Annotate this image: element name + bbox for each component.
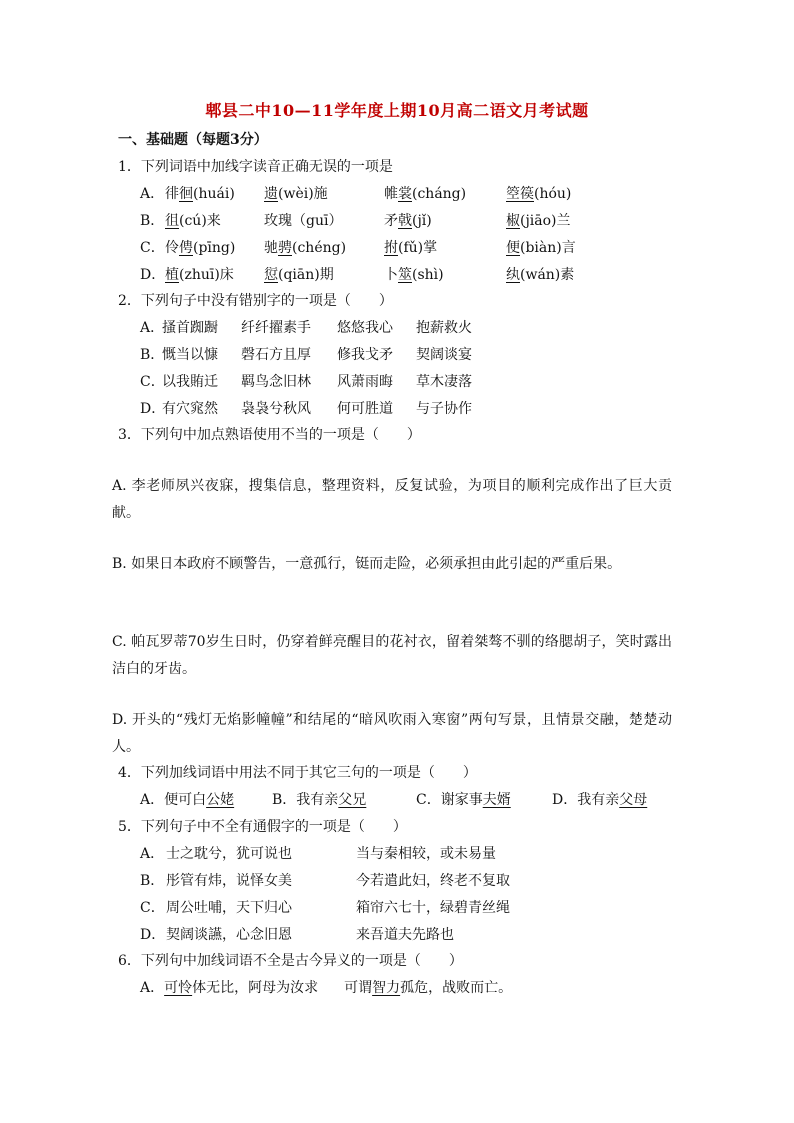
phrase-item: 风萧雨晦 bbox=[337, 374, 393, 390]
item-text: 玫瑰 bbox=[264, 213, 292, 229]
pinyin-text: (zhuī)床 bbox=[179, 267, 234, 283]
option-text: 便可白 bbox=[164, 792, 207, 808]
pinyin-text: (huái) bbox=[193, 186, 235, 202]
phrase-item: 搔首踟蹰 bbox=[162, 320, 218, 336]
sentence-b: 当与秦相较，或未易量 bbox=[356, 846, 496, 862]
pinyin-text: (pīng) bbox=[193, 240, 236, 256]
pinyin-item bbox=[506, 184, 571, 204]
question-4-stem: 4．下列加线词语中用法不同于其它三句的一项是（ ） bbox=[118, 765, 477, 781]
item-text: 矛 bbox=[384, 213, 398, 229]
question-6-option-a bbox=[140, 978, 512, 998]
phrase-item: 契阔谈宴 bbox=[416, 347, 472, 363]
underlined-char: 植 bbox=[165, 267, 179, 283]
underlined-char: 箜篌 bbox=[506, 186, 534, 202]
option-label: B． bbox=[140, 213, 165, 229]
option-label: A． bbox=[140, 792, 165, 808]
pinyin-item bbox=[165, 211, 221, 231]
pinyin-item bbox=[264, 211, 342, 231]
pinyin-item bbox=[264, 184, 328, 204]
option-label: A． bbox=[140, 186, 165, 202]
pinyin-text: (hóu) bbox=[534, 186, 572, 202]
option-text: 谢家事 bbox=[440, 792, 483, 808]
option-label: D． bbox=[140, 267, 166, 283]
phrase-item: 悠悠我心 bbox=[337, 320, 393, 336]
phrase-item: 修我戈矛 bbox=[337, 347, 393, 363]
pinyin-item bbox=[165, 238, 235, 258]
item-text: 驰 bbox=[264, 240, 278, 256]
phrase-item: 羁鸟念旧林 bbox=[241, 374, 311, 390]
pinyin-text: (wèi)施 bbox=[278, 186, 328, 202]
underlined-char: 椒 bbox=[506, 213, 520, 229]
underlined-word: 父母 bbox=[619, 792, 648, 808]
option-text: 我有亲 bbox=[296, 792, 339, 808]
option-label: A． bbox=[140, 320, 165, 336]
pinyin-text: (cú)来 bbox=[179, 213, 221, 229]
underlined-char: 筮 bbox=[398, 267, 412, 283]
underlined-char: 徊 bbox=[179, 186, 193, 202]
section-heading: 一、基础题（每题3分） bbox=[118, 132, 268, 148]
question-6-stem: 6．下列句中加线词语不全是古今异义的一项是（ ） bbox=[118, 953, 463, 969]
pinyin-item bbox=[384, 265, 444, 285]
option-label: B． bbox=[272, 792, 297, 808]
phrase-item: 草木凄落 bbox=[416, 374, 472, 390]
underlined-char: 拊 bbox=[384, 240, 398, 256]
phrase-item: 有穴窕然 bbox=[162, 401, 218, 417]
underlined-char: 戟 bbox=[398, 213, 412, 229]
sentence-b: 箱帘六七十，绿碧青丝绳 bbox=[356, 900, 510, 916]
option-label: A． bbox=[140, 980, 165, 996]
underlined-char: 俜 bbox=[179, 240, 193, 256]
underlined-char: 遗 bbox=[264, 186, 278, 202]
sentence-a: 士之耽兮，犹可说也 bbox=[166, 846, 292, 862]
option-text: 体无比，阿母为汝求 bbox=[192, 980, 319, 996]
underlined-word: 父兄 bbox=[338, 792, 367, 808]
question-3-option-d: D. 开头的“残灯无焰影幢幢”和结尾的“暗风吹雨入寒窗”两句写景，且情景交融，楚楚动人。 bbox=[112, 712, 672, 755]
option-item bbox=[140, 790, 234, 810]
question-1-stem: 1．下列词语中加线字读音正确无误的一项是 bbox=[118, 159, 393, 175]
item-text: 帷 bbox=[384, 186, 398, 202]
pinyin-text: (cháng) bbox=[412, 186, 467, 202]
pinyin-item bbox=[165, 265, 234, 285]
pinyin-text: (biàn)言 bbox=[520, 240, 576, 256]
option-item bbox=[416, 790, 511, 810]
underlined-char: 愆 bbox=[264, 267, 278, 283]
underlined-char: 骋 bbox=[278, 240, 292, 256]
question-3-option-c: C. 帕瓦罗蒂70岁生日时，仍穿着鲜亮醒目的花衬衣，留着桀骜不驯的络腮胡子，笑时露出洁白的牙齿。 bbox=[112, 634, 672, 677]
option-label: D． bbox=[140, 401, 166, 417]
pinyin-item bbox=[165, 184, 235, 204]
pinyin-item bbox=[506, 265, 574, 285]
option-label: D． bbox=[140, 927, 166, 943]
pinyin-item bbox=[384, 211, 432, 231]
item-text: 徘 bbox=[165, 186, 179, 202]
pinyin-item bbox=[264, 265, 334, 285]
underlined-word: 可怜 bbox=[164, 980, 193, 996]
exam-title: 郫县二中10—11学年度上期10月高二语文月考试题 bbox=[205, 101, 589, 120]
pinyin-text: (jǐ) bbox=[412, 213, 432, 229]
sentence-a: 契阔谈讌，心念旧恩 bbox=[166, 927, 292, 943]
question-3-stem: 3．下列句中加点熟语使用不当的一项是（ ） bbox=[118, 427, 421, 443]
option-item bbox=[272, 790, 366, 810]
sentence-a: 周公吐哺，天下归心 bbox=[166, 900, 292, 916]
question-3-option-b: B. 如果日本政府不顾警告，一意孤行，铤而走险，必须承担由此引起的严重后果。 bbox=[112, 556, 622, 572]
option-text: 我有亲 bbox=[577, 792, 620, 808]
pinyin-text: (chéng) bbox=[292, 240, 347, 256]
underlined-char: 徂 bbox=[165, 213, 179, 229]
option-label: D． bbox=[552, 792, 578, 808]
pinyin-item bbox=[506, 211, 571, 231]
pinyin-item bbox=[506, 238, 576, 258]
pinyin-text: (wán)素 bbox=[520, 267, 575, 283]
phrase-item: 慨当以慷 bbox=[162, 347, 218, 363]
phrase-item: 以我賄迁 bbox=[162, 374, 218, 390]
phrase-item: 与子协作 bbox=[416, 401, 472, 417]
pinyin-item bbox=[264, 238, 346, 258]
underlined-char: 便 bbox=[506, 240, 520, 256]
option-text: 可谓 bbox=[344, 980, 373, 996]
sentence-a: 彤管有炜，说怿女美 bbox=[166, 873, 292, 889]
underlined-word: 智力 bbox=[372, 980, 401, 996]
phrase-item: 袅袅兮秋风 bbox=[241, 401, 311, 417]
option-label: B． bbox=[140, 347, 165, 363]
underlined-word: 夫婿 bbox=[482, 792, 511, 808]
pinyin-text: (fǔ)掌 bbox=[398, 240, 438, 256]
option-item bbox=[552, 790, 647, 810]
question-3-option-a: A. 李老师夙兴夜寐，搜集信息，整理资料，反复试验，为项目的顺利完成作出了巨大贡献。 bbox=[112, 478, 672, 521]
sentence-b: 来吾道夫先路也 bbox=[356, 927, 454, 943]
option-label: B． bbox=[140, 873, 165, 889]
phrase-item: 磬石方且厚 bbox=[241, 347, 311, 363]
option-label: A． bbox=[140, 846, 165, 862]
pinyin-text: （guī） bbox=[292, 213, 343, 229]
pinyin-item bbox=[384, 184, 466, 204]
phrase-item: 何可胜道 bbox=[337, 401, 393, 417]
pinyin-text: (jiāo)兰 bbox=[520, 213, 571, 229]
phrase-item: 纤纤擢素手 bbox=[241, 320, 311, 336]
option-label: C． bbox=[140, 900, 165, 916]
pinyin-text: (qiān)期 bbox=[278, 267, 334, 283]
option-text: 孤危，战败而亡。 bbox=[400, 980, 513, 996]
underlined-word: 公姥 bbox=[206, 792, 235, 808]
option-label: C． bbox=[416, 792, 441, 808]
pinyin-item bbox=[384, 238, 437, 258]
question-5-stem: 5．下列句子中不全有通假字的一项是（ ） bbox=[118, 819, 407, 835]
sentence-b: 今若遣此妇，终老不复取 bbox=[356, 873, 510, 889]
option-label: C． bbox=[140, 374, 165, 390]
underlined-char: 纨 bbox=[506, 267, 520, 283]
phrase-item: 抱薪救火 bbox=[416, 320, 472, 336]
item-text: 卜 bbox=[384, 267, 398, 283]
question-2-stem: 2．下列句子中没有错别字的一项是（ ） bbox=[118, 293, 393, 309]
underlined-char: 裳 bbox=[398, 186, 412, 202]
item-text: 伶 bbox=[165, 240, 179, 256]
option-label: C． bbox=[140, 240, 165, 256]
pinyin-text: (shì) bbox=[412, 267, 444, 283]
